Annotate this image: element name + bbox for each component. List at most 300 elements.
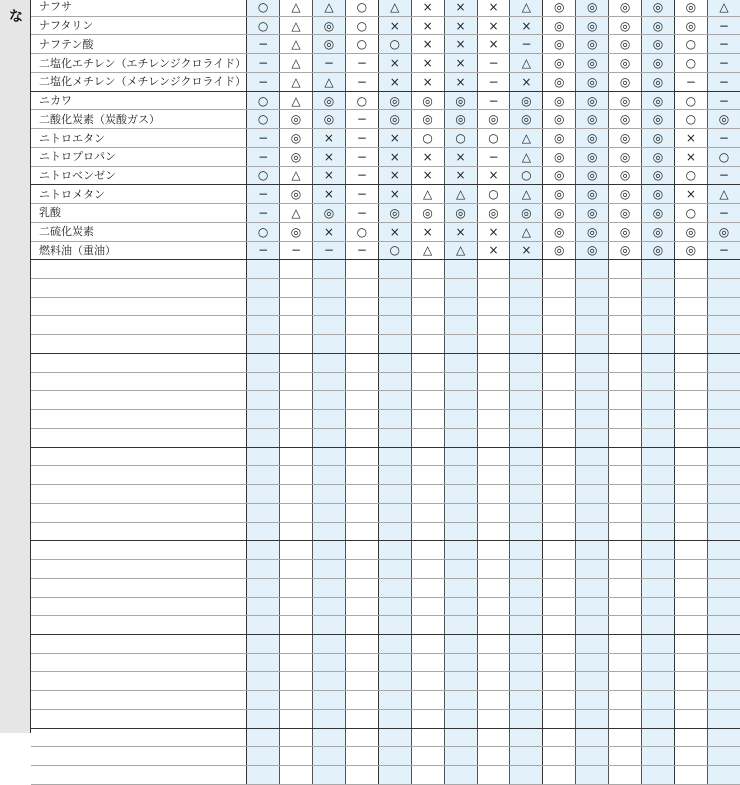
rating-cell xyxy=(707,410,740,429)
rating-cell xyxy=(642,653,675,672)
chemical-name-cell xyxy=(31,316,247,335)
rating-cell: ○ xyxy=(707,147,740,166)
rating-cell: ◎ xyxy=(543,222,576,241)
rating-cell xyxy=(609,634,642,653)
empty-row xyxy=(31,485,740,504)
empty-row xyxy=(31,297,740,316)
rating-cell: ○ xyxy=(378,241,411,260)
rating-cell: ◎ xyxy=(576,241,609,260)
rating-cell: ◎ xyxy=(378,204,411,223)
rating-cell: − xyxy=(345,54,378,73)
rating-cell xyxy=(510,466,543,485)
rating-cell: ◎ xyxy=(609,129,642,148)
empty-row xyxy=(31,634,740,653)
rating-cell: − xyxy=(707,91,740,110)
rating-cell xyxy=(345,279,378,298)
rating-cell: × xyxy=(477,222,510,241)
table-row xyxy=(31,16,740,35)
rating-cell xyxy=(444,747,477,766)
rating-cell xyxy=(411,260,444,279)
rating-cell xyxy=(707,597,740,616)
rating-cell xyxy=(510,297,543,316)
rating-cell xyxy=(576,541,609,560)
chemical-name-cell: ニトロメタン xyxy=(31,185,247,204)
rating-cell xyxy=(313,316,346,335)
rating-cell xyxy=(576,597,609,616)
rating-cell xyxy=(707,653,740,672)
rating-cell: ○ xyxy=(345,16,378,35)
rating-cell: ◎ xyxy=(510,204,543,223)
rating-cell xyxy=(345,691,378,710)
rating-cell xyxy=(543,672,576,691)
rating-cell: − xyxy=(345,241,378,260)
rating-cell xyxy=(609,503,642,522)
rating-cell xyxy=(280,353,313,372)
rating-cell xyxy=(247,653,280,672)
rating-cell xyxy=(411,410,444,429)
rating-cell xyxy=(280,653,313,672)
rating-cell: ◎ xyxy=(576,222,609,241)
rating-cell: ◎ xyxy=(674,16,707,35)
chemical-name-cell xyxy=(31,634,247,653)
rating-cell: △ xyxy=(510,0,543,16)
rating-cell xyxy=(510,316,543,335)
rating-cell xyxy=(444,616,477,635)
rating-cell: × xyxy=(411,72,444,91)
rating-cell xyxy=(444,353,477,372)
rating-cell xyxy=(411,597,444,616)
chemical-name-cell xyxy=(31,541,247,560)
rating-cell: ◎ xyxy=(411,110,444,129)
rating-cell: × xyxy=(510,241,543,260)
rating-cell: ◎ xyxy=(609,241,642,260)
rating-cell xyxy=(609,597,642,616)
chemical-name-cell: ニトロプロパン xyxy=(31,147,247,166)
rating-cell xyxy=(642,316,675,335)
rating-cell xyxy=(411,372,444,391)
rating-cell xyxy=(510,728,543,747)
table-row xyxy=(31,204,740,223)
rating-cell xyxy=(411,728,444,747)
rating-cell xyxy=(674,766,707,785)
rating-cell xyxy=(444,691,477,710)
rating-cell xyxy=(313,747,346,766)
rating-cell xyxy=(345,522,378,541)
rating-cell xyxy=(543,297,576,316)
rating-cell xyxy=(543,616,576,635)
chemical-name-cell xyxy=(31,578,247,597)
chemical-name-cell xyxy=(31,672,247,691)
rating-cell: ◎ xyxy=(642,241,675,260)
rating-cell xyxy=(345,335,378,354)
rating-cell xyxy=(477,616,510,635)
rating-cell xyxy=(247,766,280,785)
rating-cell: ◎ xyxy=(642,72,675,91)
rating-cell: ◎ xyxy=(477,110,510,129)
rating-cell xyxy=(642,672,675,691)
rating-cell xyxy=(477,634,510,653)
rating-cell xyxy=(576,372,609,391)
rating-cell xyxy=(576,410,609,429)
rating-cell xyxy=(510,672,543,691)
rating-cell xyxy=(345,747,378,766)
rating-cell xyxy=(576,578,609,597)
chemical-name-cell xyxy=(31,560,247,579)
rating-cell: ○ xyxy=(345,222,378,241)
rating-cell xyxy=(345,485,378,504)
rating-cell: ○ xyxy=(345,91,378,110)
rating-cell xyxy=(576,316,609,335)
rating-cell xyxy=(576,747,609,766)
chemical-name-cell: ニカワ xyxy=(31,91,247,110)
chemical-name-cell xyxy=(31,728,247,747)
rating-cell xyxy=(674,335,707,354)
rating-cell xyxy=(642,410,675,429)
empty-row xyxy=(31,522,740,541)
rating-cell xyxy=(674,353,707,372)
chemical-name-cell xyxy=(31,372,247,391)
rating-cell xyxy=(280,391,313,410)
empty-row xyxy=(31,597,740,616)
rating-cell xyxy=(411,485,444,504)
rating-cell xyxy=(707,578,740,597)
rating-cell: ◎ xyxy=(280,129,313,148)
rating-cell xyxy=(378,522,411,541)
rating-cell xyxy=(609,428,642,447)
rating-cell xyxy=(411,672,444,691)
table-row xyxy=(31,0,740,16)
rating-cell xyxy=(444,634,477,653)
chemical-name-cell xyxy=(31,709,247,728)
rating-cell xyxy=(444,503,477,522)
rating-cell xyxy=(642,578,675,597)
rating-cell xyxy=(444,466,477,485)
rating-cell xyxy=(477,728,510,747)
rating-cell xyxy=(247,316,280,335)
rating-cell xyxy=(247,447,280,466)
rating-cell xyxy=(609,466,642,485)
rating-cell: ◎ xyxy=(609,35,642,54)
rating-cell xyxy=(707,279,740,298)
rating-cell xyxy=(707,541,740,560)
table-row xyxy=(31,129,740,148)
rating-cell xyxy=(444,766,477,785)
rating-cell: × xyxy=(477,35,510,54)
rating-cell: ◎ xyxy=(609,72,642,91)
rating-cell: ◎ xyxy=(609,110,642,129)
rating-cell xyxy=(411,522,444,541)
rating-cell xyxy=(280,372,313,391)
rating-cell xyxy=(642,747,675,766)
rating-cell: ◎ xyxy=(576,16,609,35)
rating-cell: △ xyxy=(444,241,477,260)
rating-cell xyxy=(247,672,280,691)
rating-cell xyxy=(313,728,346,747)
rating-cell xyxy=(674,485,707,504)
rating-cell: ◎ xyxy=(642,0,675,16)
rating-cell xyxy=(477,522,510,541)
rating-cell: × xyxy=(477,241,510,260)
rating-cell xyxy=(674,653,707,672)
rating-cell xyxy=(510,691,543,710)
rating-cell xyxy=(707,297,740,316)
rating-cell: × xyxy=(313,147,346,166)
rating-cell: ◎ xyxy=(543,35,576,54)
rating-cell: ◎ xyxy=(280,110,313,129)
chemical-name-cell xyxy=(31,335,247,354)
rating-cell: ○ xyxy=(378,35,411,54)
rating-cell xyxy=(378,279,411,298)
chemical-name-cell xyxy=(31,353,247,372)
chemical-name-cell: 二酸化炭素（炭酸ガス） xyxy=(31,110,247,129)
rating-cell xyxy=(707,428,740,447)
rating-cell xyxy=(444,653,477,672)
rating-cell: × xyxy=(444,0,477,16)
rating-cell: − xyxy=(247,35,280,54)
rating-cell xyxy=(378,335,411,354)
rating-cell xyxy=(444,485,477,504)
rating-cell: ◎ xyxy=(576,35,609,54)
rating-cell xyxy=(247,597,280,616)
rating-cell xyxy=(411,335,444,354)
rating-cell xyxy=(642,297,675,316)
rating-cell xyxy=(378,691,411,710)
rating-cell xyxy=(247,410,280,429)
rating-cell: × xyxy=(378,54,411,73)
rating-cell xyxy=(378,634,411,653)
rating-cell: ◎ xyxy=(543,204,576,223)
rating-cell: × xyxy=(378,166,411,185)
rating-cell xyxy=(642,541,675,560)
rating-cell xyxy=(444,316,477,335)
rating-cell xyxy=(444,578,477,597)
rating-cell xyxy=(543,634,576,653)
rating-cell xyxy=(345,578,378,597)
table-row xyxy=(31,54,740,73)
rating-cell xyxy=(609,766,642,785)
rating-cell xyxy=(280,766,313,785)
rating-cell xyxy=(313,410,346,429)
rating-cell xyxy=(378,372,411,391)
rating-cell xyxy=(280,541,313,560)
rating-cell: ◎ xyxy=(543,185,576,204)
table-row xyxy=(31,72,740,91)
rating-cell: ◎ xyxy=(674,222,707,241)
chemical-name-cell xyxy=(31,616,247,635)
rating-cell: ◎ xyxy=(477,204,510,223)
rating-cell xyxy=(313,279,346,298)
rating-cell xyxy=(510,541,543,560)
chemical-name-cell xyxy=(31,747,247,766)
rating-cell: ◎ xyxy=(280,185,313,204)
rating-cell xyxy=(477,766,510,785)
rating-cell xyxy=(345,391,378,410)
rating-cell: × xyxy=(313,166,346,185)
rating-cell xyxy=(313,466,346,485)
rating-cell xyxy=(543,503,576,522)
rating-cell xyxy=(543,485,576,504)
rating-cell: ○ xyxy=(674,204,707,223)
rating-cell: ◎ xyxy=(609,0,642,16)
chemical-name-cell xyxy=(31,410,247,429)
rating-cell xyxy=(642,335,675,354)
rating-cell xyxy=(674,728,707,747)
chemical-name-cell: 二塩化エチレン（エチレンジクロライド） xyxy=(31,54,247,73)
rating-cell xyxy=(477,691,510,710)
rating-cell xyxy=(543,766,576,785)
rating-cell xyxy=(510,766,543,785)
rating-cell xyxy=(345,353,378,372)
rating-cell xyxy=(444,372,477,391)
rating-cell xyxy=(707,747,740,766)
rating-cell xyxy=(313,353,346,372)
rating-cell: ○ xyxy=(247,222,280,241)
rating-cell xyxy=(642,597,675,616)
rating-cell: △ xyxy=(280,35,313,54)
rating-cell xyxy=(477,335,510,354)
table-row xyxy=(31,241,740,260)
rating-cell xyxy=(543,522,576,541)
rating-cell xyxy=(674,560,707,579)
rating-cell: ○ xyxy=(247,0,280,16)
rating-cell: △ xyxy=(411,185,444,204)
rating-cell: ◎ xyxy=(642,35,675,54)
rating-cell: × xyxy=(444,166,477,185)
rating-cell xyxy=(576,485,609,504)
empty-row xyxy=(31,578,740,597)
rating-cell: ◎ xyxy=(313,35,346,54)
rating-cell: △ xyxy=(280,166,313,185)
empty-row xyxy=(31,410,740,429)
rating-cell: × xyxy=(444,222,477,241)
rating-cell xyxy=(313,560,346,579)
rating-cell: × xyxy=(313,129,346,148)
rating-cell xyxy=(411,766,444,785)
rating-cell xyxy=(313,766,346,785)
rating-cell xyxy=(411,634,444,653)
rating-cell xyxy=(247,391,280,410)
rating-cell: × xyxy=(411,35,444,54)
rating-cell: − xyxy=(345,110,378,129)
rating-cell xyxy=(609,335,642,354)
rating-cell xyxy=(674,709,707,728)
rating-cell: ◎ xyxy=(543,110,576,129)
rating-cell xyxy=(674,428,707,447)
rating-cell xyxy=(510,335,543,354)
rating-cell xyxy=(707,560,740,579)
rating-cell: × xyxy=(378,185,411,204)
rating-cell xyxy=(674,466,707,485)
rating-cell xyxy=(378,597,411,616)
rating-cell xyxy=(247,616,280,635)
rating-cell xyxy=(674,279,707,298)
rating-cell xyxy=(576,260,609,279)
rating-cell xyxy=(411,466,444,485)
rating-cell: × xyxy=(674,129,707,148)
rating-cell: × xyxy=(510,16,543,35)
rating-cell xyxy=(280,260,313,279)
rating-cell xyxy=(345,597,378,616)
rating-cell: ○ xyxy=(510,166,543,185)
rating-cell xyxy=(543,560,576,579)
rating-cell: ◎ xyxy=(642,16,675,35)
rating-cell: ◎ xyxy=(510,91,543,110)
rating-cell: ◎ xyxy=(444,91,477,110)
rating-cell xyxy=(609,747,642,766)
chemical-name-cell: ナフサ xyxy=(31,0,247,16)
rating-cell: ○ xyxy=(674,166,707,185)
rating-cell xyxy=(313,447,346,466)
rating-cell xyxy=(378,541,411,560)
rating-cell: ○ xyxy=(477,185,510,204)
rating-cell xyxy=(313,597,346,616)
rating-cell xyxy=(642,279,675,298)
rating-cell xyxy=(378,560,411,579)
rating-cell xyxy=(477,503,510,522)
rating-cell xyxy=(707,709,740,728)
rating-cell xyxy=(543,447,576,466)
rating-cell: ◎ xyxy=(280,147,313,166)
rating-cell xyxy=(378,260,411,279)
rating-cell: ◎ xyxy=(543,91,576,110)
rating-cell: × xyxy=(477,166,510,185)
empty-row xyxy=(31,616,740,635)
rating-cell xyxy=(543,653,576,672)
rating-cell: ○ xyxy=(247,91,280,110)
chemical-name-cell xyxy=(31,766,247,785)
rating-cell: − xyxy=(707,54,740,73)
chemical-name-cell xyxy=(31,297,247,316)
rating-cell: △ xyxy=(510,222,543,241)
rating-cell: △ xyxy=(444,185,477,204)
rating-cell xyxy=(510,279,543,298)
rating-cell xyxy=(345,672,378,691)
rating-cell: △ xyxy=(510,129,543,148)
rating-cell xyxy=(411,616,444,635)
rating-cell: ○ xyxy=(411,129,444,148)
rating-cell xyxy=(576,335,609,354)
rating-cell xyxy=(444,410,477,429)
rating-cell xyxy=(313,691,346,710)
rating-cell xyxy=(345,728,378,747)
rating-cell xyxy=(477,410,510,429)
empty-row xyxy=(31,353,740,372)
rating-cell xyxy=(576,466,609,485)
rating-cell xyxy=(576,353,609,372)
rating-cell xyxy=(444,335,477,354)
chemical-name-cell xyxy=(31,391,247,410)
rating-cell: − xyxy=(247,185,280,204)
rating-cell xyxy=(674,503,707,522)
rating-cell xyxy=(576,560,609,579)
rating-cell xyxy=(642,447,675,466)
rating-cell: × xyxy=(477,16,510,35)
rating-cell xyxy=(378,316,411,335)
rating-cell xyxy=(477,260,510,279)
rating-cell xyxy=(280,485,313,504)
rating-cell: ◎ xyxy=(707,110,740,129)
rating-cell xyxy=(707,728,740,747)
rating-cell xyxy=(510,428,543,447)
rating-cell: ◎ xyxy=(543,54,576,73)
rating-cell xyxy=(576,428,609,447)
rating-cell xyxy=(510,485,543,504)
empty-row xyxy=(31,447,740,466)
rating-cell: ◎ xyxy=(543,129,576,148)
rating-cell xyxy=(280,672,313,691)
rating-cell xyxy=(642,709,675,728)
rating-cell xyxy=(444,709,477,728)
